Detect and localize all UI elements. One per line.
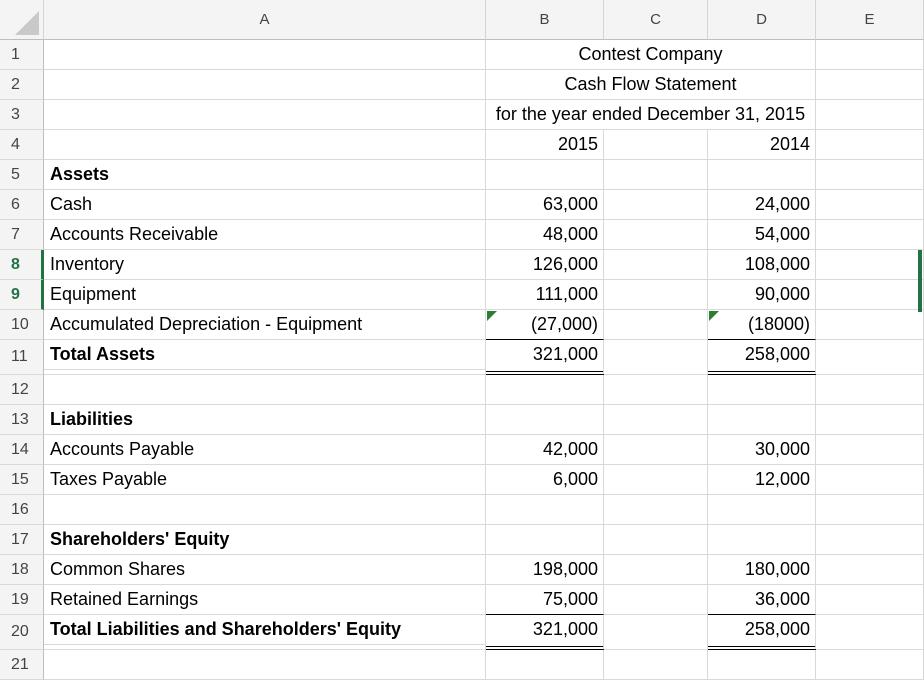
common-2015[interactable]: 198,000 xyxy=(486,555,604,585)
grid-cell[interactable] xyxy=(816,250,924,280)
grid-cell[interactable] xyxy=(604,190,708,220)
row-header-17[interactable]: 17 xyxy=(0,525,44,555)
grid-cell[interactable] xyxy=(708,495,816,525)
select-all-corner[interactable] xyxy=(0,0,44,40)
inventory-2015[interactable]: 126,000 xyxy=(486,250,604,280)
row-header-1[interactable]: 1 xyxy=(0,40,44,70)
grid-cell[interactable] xyxy=(486,495,604,525)
grid-cell[interactable] xyxy=(604,160,708,190)
grid-cell[interactable] xyxy=(604,650,708,680)
period-cell[interactable]: for the year ended December 31, 2015 xyxy=(486,100,816,130)
grid-cell[interactable] xyxy=(816,585,924,615)
row-header-18[interactable]: 18 xyxy=(0,555,44,585)
row-header-10[interactable]: 10 xyxy=(0,310,44,340)
grid-cell[interactable] xyxy=(486,525,604,555)
cash-label[interactable]: Cash xyxy=(44,190,486,220)
year-2014-cell[interactable]: 2014 xyxy=(708,130,816,160)
grid-cell[interactable] xyxy=(604,525,708,555)
common-label[interactable]: Common Shares xyxy=(44,555,486,585)
total-assets-2014[interactable]: 258,000 xyxy=(708,340,816,375)
grid-cell[interactable] xyxy=(816,130,924,160)
column-header-c[interactable]: C xyxy=(604,0,708,40)
grid-cell[interactable] xyxy=(816,340,924,375)
inventory-2014[interactable]: 108,000 xyxy=(708,250,816,280)
taxes-2014[interactable]: 12,000 xyxy=(708,465,816,495)
row-header-15[interactable]: 15 xyxy=(0,465,44,495)
grid-cell[interactable] xyxy=(816,465,924,495)
grid-cell[interactable] xyxy=(604,405,708,435)
statement-title-cell[interactable]: Cash Flow Statement xyxy=(486,70,816,100)
grid-cell[interactable] xyxy=(604,340,708,375)
row-header-7[interactable]: 7 xyxy=(0,220,44,250)
retained-label[interactable]: Retained Earnings xyxy=(44,585,486,615)
grid-cell[interactable] xyxy=(44,375,486,405)
ap-2014[interactable]: 30,000 xyxy=(708,435,816,465)
taxes-label[interactable]: Taxes Payable xyxy=(44,465,486,495)
grid-cell[interactable] xyxy=(816,375,924,405)
column-header-e[interactable]: E xyxy=(816,0,924,40)
row-header-4[interactable]: 4 xyxy=(0,130,44,160)
grid-cell[interactable] xyxy=(816,220,924,250)
ar-2014[interactable]: 54,000 xyxy=(708,220,816,250)
column-header-d[interactable]: D xyxy=(708,0,816,40)
ap-label[interactable]: Accounts Payable xyxy=(44,435,486,465)
equipment-2014[interactable]: 90,000 xyxy=(708,280,816,310)
grid-cell[interactable] xyxy=(708,525,816,555)
row-header-16[interactable]: 16 xyxy=(0,495,44,525)
row-header-5[interactable]: 5 xyxy=(0,160,44,190)
grid-cell[interactable] xyxy=(604,280,708,310)
grid-cell[interactable] xyxy=(816,650,924,680)
grid-cell[interactable] xyxy=(604,585,708,615)
grid-cell[interactable] xyxy=(44,70,486,100)
year-2015-cell[interactable]: 2015 xyxy=(486,130,604,160)
grid-cell[interactable] xyxy=(604,465,708,495)
grid-cell[interactable] xyxy=(816,40,924,70)
inventory-label[interactable]: Inventory xyxy=(44,250,486,280)
grid-cell[interactable] xyxy=(816,525,924,555)
accum-dep-label[interactable]: Accumulated Depreciation - Equipment xyxy=(44,310,486,340)
row-header-14[interactable]: 14 xyxy=(0,435,44,465)
grid-cell[interactable] xyxy=(604,555,708,585)
equipment-2015[interactable]: 111,000 xyxy=(486,280,604,310)
grid-cell[interactable] xyxy=(604,250,708,280)
row-header-20[interactable]: 20 xyxy=(0,615,44,650)
total-le-label[interactable]: Total Liabilities and Shareholders' Equity xyxy=(44,615,486,645)
grid-cell[interactable] xyxy=(816,615,924,650)
grid-cell[interactable] xyxy=(604,375,708,405)
total-assets-label[interactable]: Total Assets xyxy=(44,340,486,370)
grid-cell[interactable] xyxy=(816,160,924,190)
grid-cell[interactable] xyxy=(44,495,486,525)
grid-cell[interactable] xyxy=(604,310,708,340)
grid-cell[interactable] xyxy=(816,310,924,340)
error-indicator-icon[interactable] xyxy=(709,311,719,321)
grid-cell[interactable] xyxy=(486,405,604,435)
row-header-11[interactable]: 11 xyxy=(0,340,44,375)
grid-cell[interactable] xyxy=(44,650,486,680)
liabilities-heading[interactable]: Liabilities xyxy=(44,405,486,435)
total-le-2015[interactable]: 321,000 xyxy=(486,615,604,650)
grid-cell[interactable] xyxy=(708,375,816,405)
error-indicator-icon[interactable] xyxy=(487,311,497,321)
grid-cell[interactable] xyxy=(816,555,924,585)
total-le-2014[interactable]: 258,000 xyxy=(708,615,816,650)
row-header-2[interactable]: 2 xyxy=(0,70,44,100)
grid-cell[interactable] xyxy=(816,280,924,310)
equity-heading[interactable]: Shareholders' Equity xyxy=(44,525,486,555)
grid-cell[interactable] xyxy=(44,100,486,130)
grid-cell[interactable] xyxy=(44,40,486,70)
row-header-6[interactable]: 6 xyxy=(0,190,44,220)
cash-2014[interactable]: 24,000 xyxy=(708,190,816,220)
column-header-b[interactable]: B xyxy=(486,0,604,40)
row-header-9[interactable]: 9 xyxy=(0,280,44,310)
ar-2015[interactable]: 48,000 xyxy=(486,220,604,250)
row-header-8[interactable]: 8 xyxy=(0,250,44,280)
grid-cell[interactable] xyxy=(816,405,924,435)
grid-cell[interactable] xyxy=(816,190,924,220)
accum-dep-2014[interactable]: (18000) xyxy=(708,310,816,340)
grid-cell[interactable] xyxy=(708,650,816,680)
accum-dep-2015[interactable]: (27,000) xyxy=(486,310,604,340)
row-header-3[interactable]: 3 xyxy=(0,100,44,130)
common-2014[interactable]: 180,000 xyxy=(708,555,816,585)
equipment-label[interactable]: Equipment xyxy=(44,280,486,310)
row-header-13[interactable]: 13 xyxy=(0,405,44,435)
grid-cell[interactable] xyxy=(604,435,708,465)
grid-cell[interactable] xyxy=(604,615,708,650)
grid-cell[interactable] xyxy=(708,405,816,435)
retained-2015[interactable]: 75,000 xyxy=(486,585,604,615)
grid-cell[interactable] xyxy=(604,220,708,250)
grid-cell[interactable] xyxy=(816,435,924,465)
grid-cell[interactable] xyxy=(486,375,604,405)
grid-cell[interactable] xyxy=(816,100,924,130)
taxes-2015[interactable]: 6,000 xyxy=(486,465,604,495)
total-assets-2015[interactable]: 321,000 xyxy=(486,340,604,375)
row-header-19[interactable]: 19 xyxy=(0,585,44,615)
cash-2015[interactable]: 63,000 xyxy=(486,190,604,220)
grid-cell[interactable] xyxy=(816,495,924,525)
grid-cell[interactable] xyxy=(486,650,604,680)
column-header-a[interactable]: A xyxy=(44,0,486,40)
grid-cell[interactable] xyxy=(604,130,708,160)
select-all-triangle-icon xyxy=(15,11,39,35)
assets-heading[interactable]: Assets xyxy=(44,160,486,190)
row-header-21[interactable]: 21 xyxy=(0,650,44,680)
grid-cell[interactable] xyxy=(708,160,816,190)
ar-label[interactable]: Accounts Receivable xyxy=(44,220,486,250)
grid-cell[interactable] xyxy=(816,70,924,100)
grid-cell[interactable] xyxy=(44,130,486,160)
grid-cell[interactable] xyxy=(486,160,604,190)
row-header-12[interactable]: 12 xyxy=(0,375,44,405)
company-name-cell[interactable]: Contest Company xyxy=(486,40,816,70)
selection-edge-indicator xyxy=(918,250,922,312)
grid-cell[interactable] xyxy=(604,495,708,525)
ap-2015[interactable]: 42,000 xyxy=(486,435,604,465)
retained-2014[interactable]: 36,000 xyxy=(708,585,816,615)
